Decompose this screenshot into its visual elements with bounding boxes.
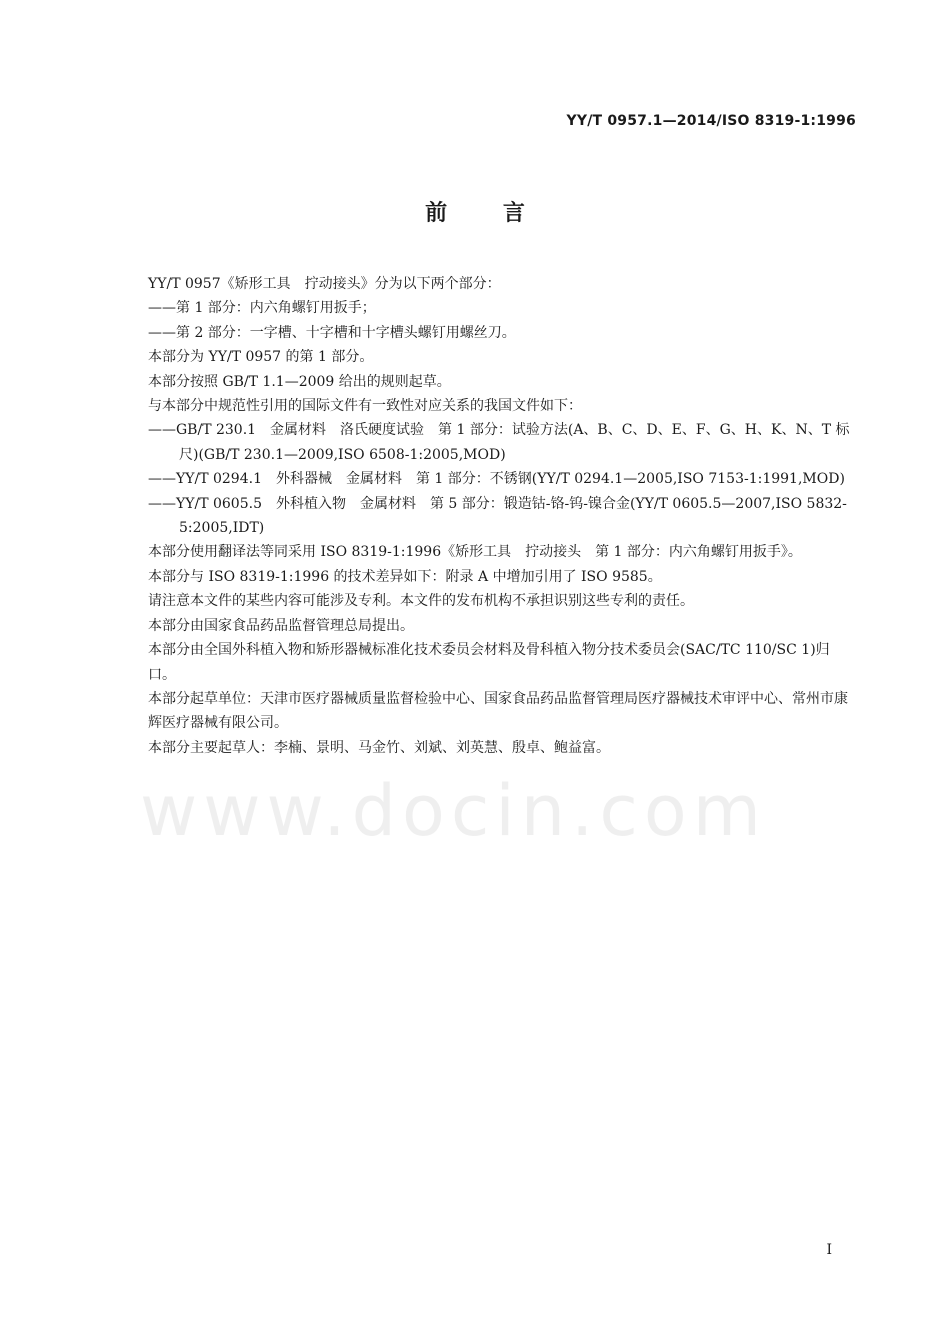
paragraph-committee: 本部分由全国外科植入物和矫形器械标准化技术委员会材料及骨科植入物分技术委员会(SAC/TC 110/SC 1)归口。	[148, 642, 830, 683]
paragraph-drafting-units: 本部分起草单位：天津市医疗器械质量监督检验中心、国家食品药品监督管理局医疗器械技术审评中心、常州市康辉医疗器械有限公司。	[148, 690, 848, 732]
paragraph-ref-yyt0294: ——YY/T 0294.1 外科器械 金属材料 第 1 部分：不锈钢(YY/T 0294.1—2005,ISO 7153-1:1991,MOD)	[148, 471, 845, 488]
paragraph-ref-yyt0605: ——YY/T 0605.5 外科植入物 金属材料 第 5 部分：锻造钴-铬-钨-镍合金(YY/T 0605.5—2007,ISO 5832-5:2005,IDT)	[148, 495, 847, 537]
paragraph-proposed-by: 本部分由国家食品药品监督管理总局提出。	[148, 617, 414, 634]
title-char-2: 言	[502, 201, 525, 226]
paragraph-drafters: 本部分主要起草人：李楠、景明、马金竹、刘斌、刘英慧、殷卓、鲍益富。	[148, 739, 610, 756]
paragraph-parts-intro: YY/T 0957《矫形工具 拧动接头》分为以下两个部分：	[148, 276, 501, 292]
paragraph-differences: 本部分与 ISO 8319-1:1996 的技术差异如下：附录 A 中增加引用了 ISO 9585。	[148, 568, 662, 585]
document-body	[117, 272, 857, 760]
paragraph-patent-notice: 请注意本文件的某些内容可能涉及专利。本文件的发布机构不承担识别这些专利的责任。	[148, 593, 694, 610]
paragraph-references-intro: 与本部分中规范性引用的国际文件有一致性对应关系的我国文件如下：	[148, 398, 582, 415]
page-title	[0, 196, 950, 227]
paragraph-ref-gbt230: ——GB/T 230.1 金属材料 洛氏硬度试验 第 1 部分：试验方法(A、B、C、D、E、F、G、H、K、N、T 标尺)(GB/T 230.1—2009,ISO 6508-1:2005,MOD)	[148, 422, 850, 463]
paragraph-drafting-rules: 本部分按照 GB/T 1.1—2009 给出的规则起草。	[148, 373, 451, 390]
header-standard-code: YY/T 0957.1—2014/ISO 8319-1:1996	[566, 113, 856, 129]
paragraph-this-part: 本部分为 YY/T 0957 的第 1 部分。	[148, 349, 374, 366]
paragraph-part-2: ——第 2 部分：一字槽、十字槽和十字槽头螺钉用螺丝刀。	[148, 324, 516, 341]
paragraph-translation: 本部分使用翻译法等同采用 ISO 8319-1:1996《矫形工具 拧动接头 第 1 部分：内六角螺钉用扳手》。	[148, 544, 802, 561]
paragraph-part-1: ——第 1 部分：内六角螺钉用扳手；	[148, 300, 376, 317]
page-number: I	[826, 1242, 832, 1258]
title-char-1: 前	[425, 201, 448, 226]
watermark: www.docin.com	[140, 770, 767, 852]
